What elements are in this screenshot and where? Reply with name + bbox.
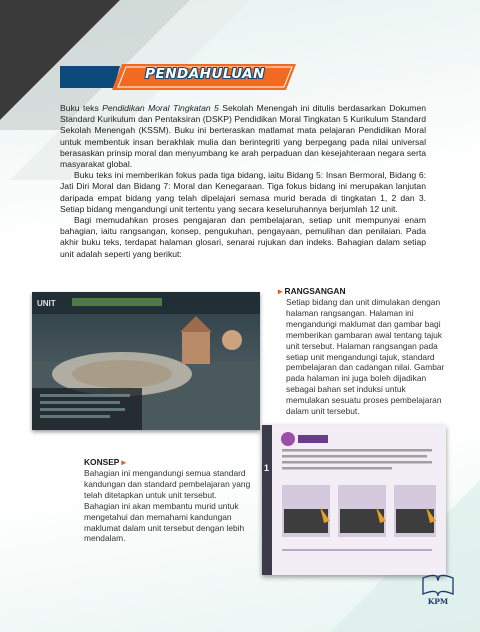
- rangsangan-body: Setiap bidang dan unit dimulakan dengan halaman rangsangan. Halaman ini mengandungi maklumat dan gambar bagi memberikan gambaran awal tentang tajuk unit tersebut. Halaman rangsangan pada setiap unit mengandungi tajuk, standard pembelajaran dan cadangan nilai. Gambar pada halaman ini juga boleh dijadikan sebagai bahan set induksi untuk memulakan sesuatu proses pembelajaran dalam unit tersebut.: [286, 297, 445, 417]
- rangsangan-heading: ▸ RANGSANGAN: [278, 286, 346, 296]
- intro-paragraph-3: Bagi memudahkan proses pengajaran dan pembelajaran, setiap unit mempunyai enam bahagian, iaitu rangsangan, konsep, pengukuhan, pengayaan, pemulihan dan penilaian. Pada akhir buku teks, terdapat halaman glosari, senarai rujukan dan indeks. Bahagian dalam setiap unit adalah seperti yang berikut:: [60, 215, 426, 259]
- konsep-body: Bahagian ini mengandungi semua standard kandungan dan standard pembelajaran yang telah ditetapkan untuk unit tersebut. Bahagian ini akan membantu murid untuk mengetahui dan memahami kandungan maklumat dalam unit tersebut dengan lebih mendalam.: [84, 468, 251, 544]
- rangsangan-illustration: [32, 292, 260, 430]
- rangsangan-page-thumbnail: [32, 292, 260, 430]
- arrow-bullet-icon: ▸: [121, 457, 126, 467]
- arrow-bullet-icon: ▸: [278, 286, 283, 296]
- unit-label: UNIT: [37, 299, 56, 308]
- konsep-page-thumbnail: [262, 425, 446, 575]
- page-title: PENDAHULUAN: [145, 66, 265, 82]
- intro-text: [60, 103, 426, 260]
- konsep-heading: KONSEP ▸: [84, 457, 126, 467]
- konsep-illustration: [262, 425, 446, 575]
- unit-number: 1: [264, 463, 270, 473]
- page-number: v: [436, 576, 440, 583]
- intro-paragraph-2: Buku teks ini memberikan fokus pada tiga bidang, iaitu Bidang 5: Insan Bermoral, Bidang 6: Jati Diri Moral dan Bidang 7: Moral dan Kenegaraan. Tiga fokus bidang ini merupakan lanjutan daripada empat bidang yang telah dipelajari semasa murid berada di tingkatan 1, 2 dan 3. Setiap bidang mengandungi unit tertentu yang secara keseluruhannya berjumlah 12 unit.: [60, 170, 426, 214]
- intro-paragraph-1: Buku teks Pendidikan Moral Tingkatan 5 Sekolah Menengah ini ditulis berdasarkan Dokumen Standard Kurikulum dan Pentaksiran (DSKP) Pendidikan Moral Tingkatan 5 Kurikulum Standard Sekolah Menengah (KSSM). Buku ini berteraskan matlamat mata pelajaran Pendidikan Moral untuk membentuk insan berakhlak mulia dan berintegriti yang berpegang pada nilai universal berasaskan prinsip moral dan menyumbang ke arah perpaduan dan kesejahteraan negara serta masyarakat global.: [60, 103, 426, 170]
- publisher-label: KPM: [427, 597, 449, 606]
